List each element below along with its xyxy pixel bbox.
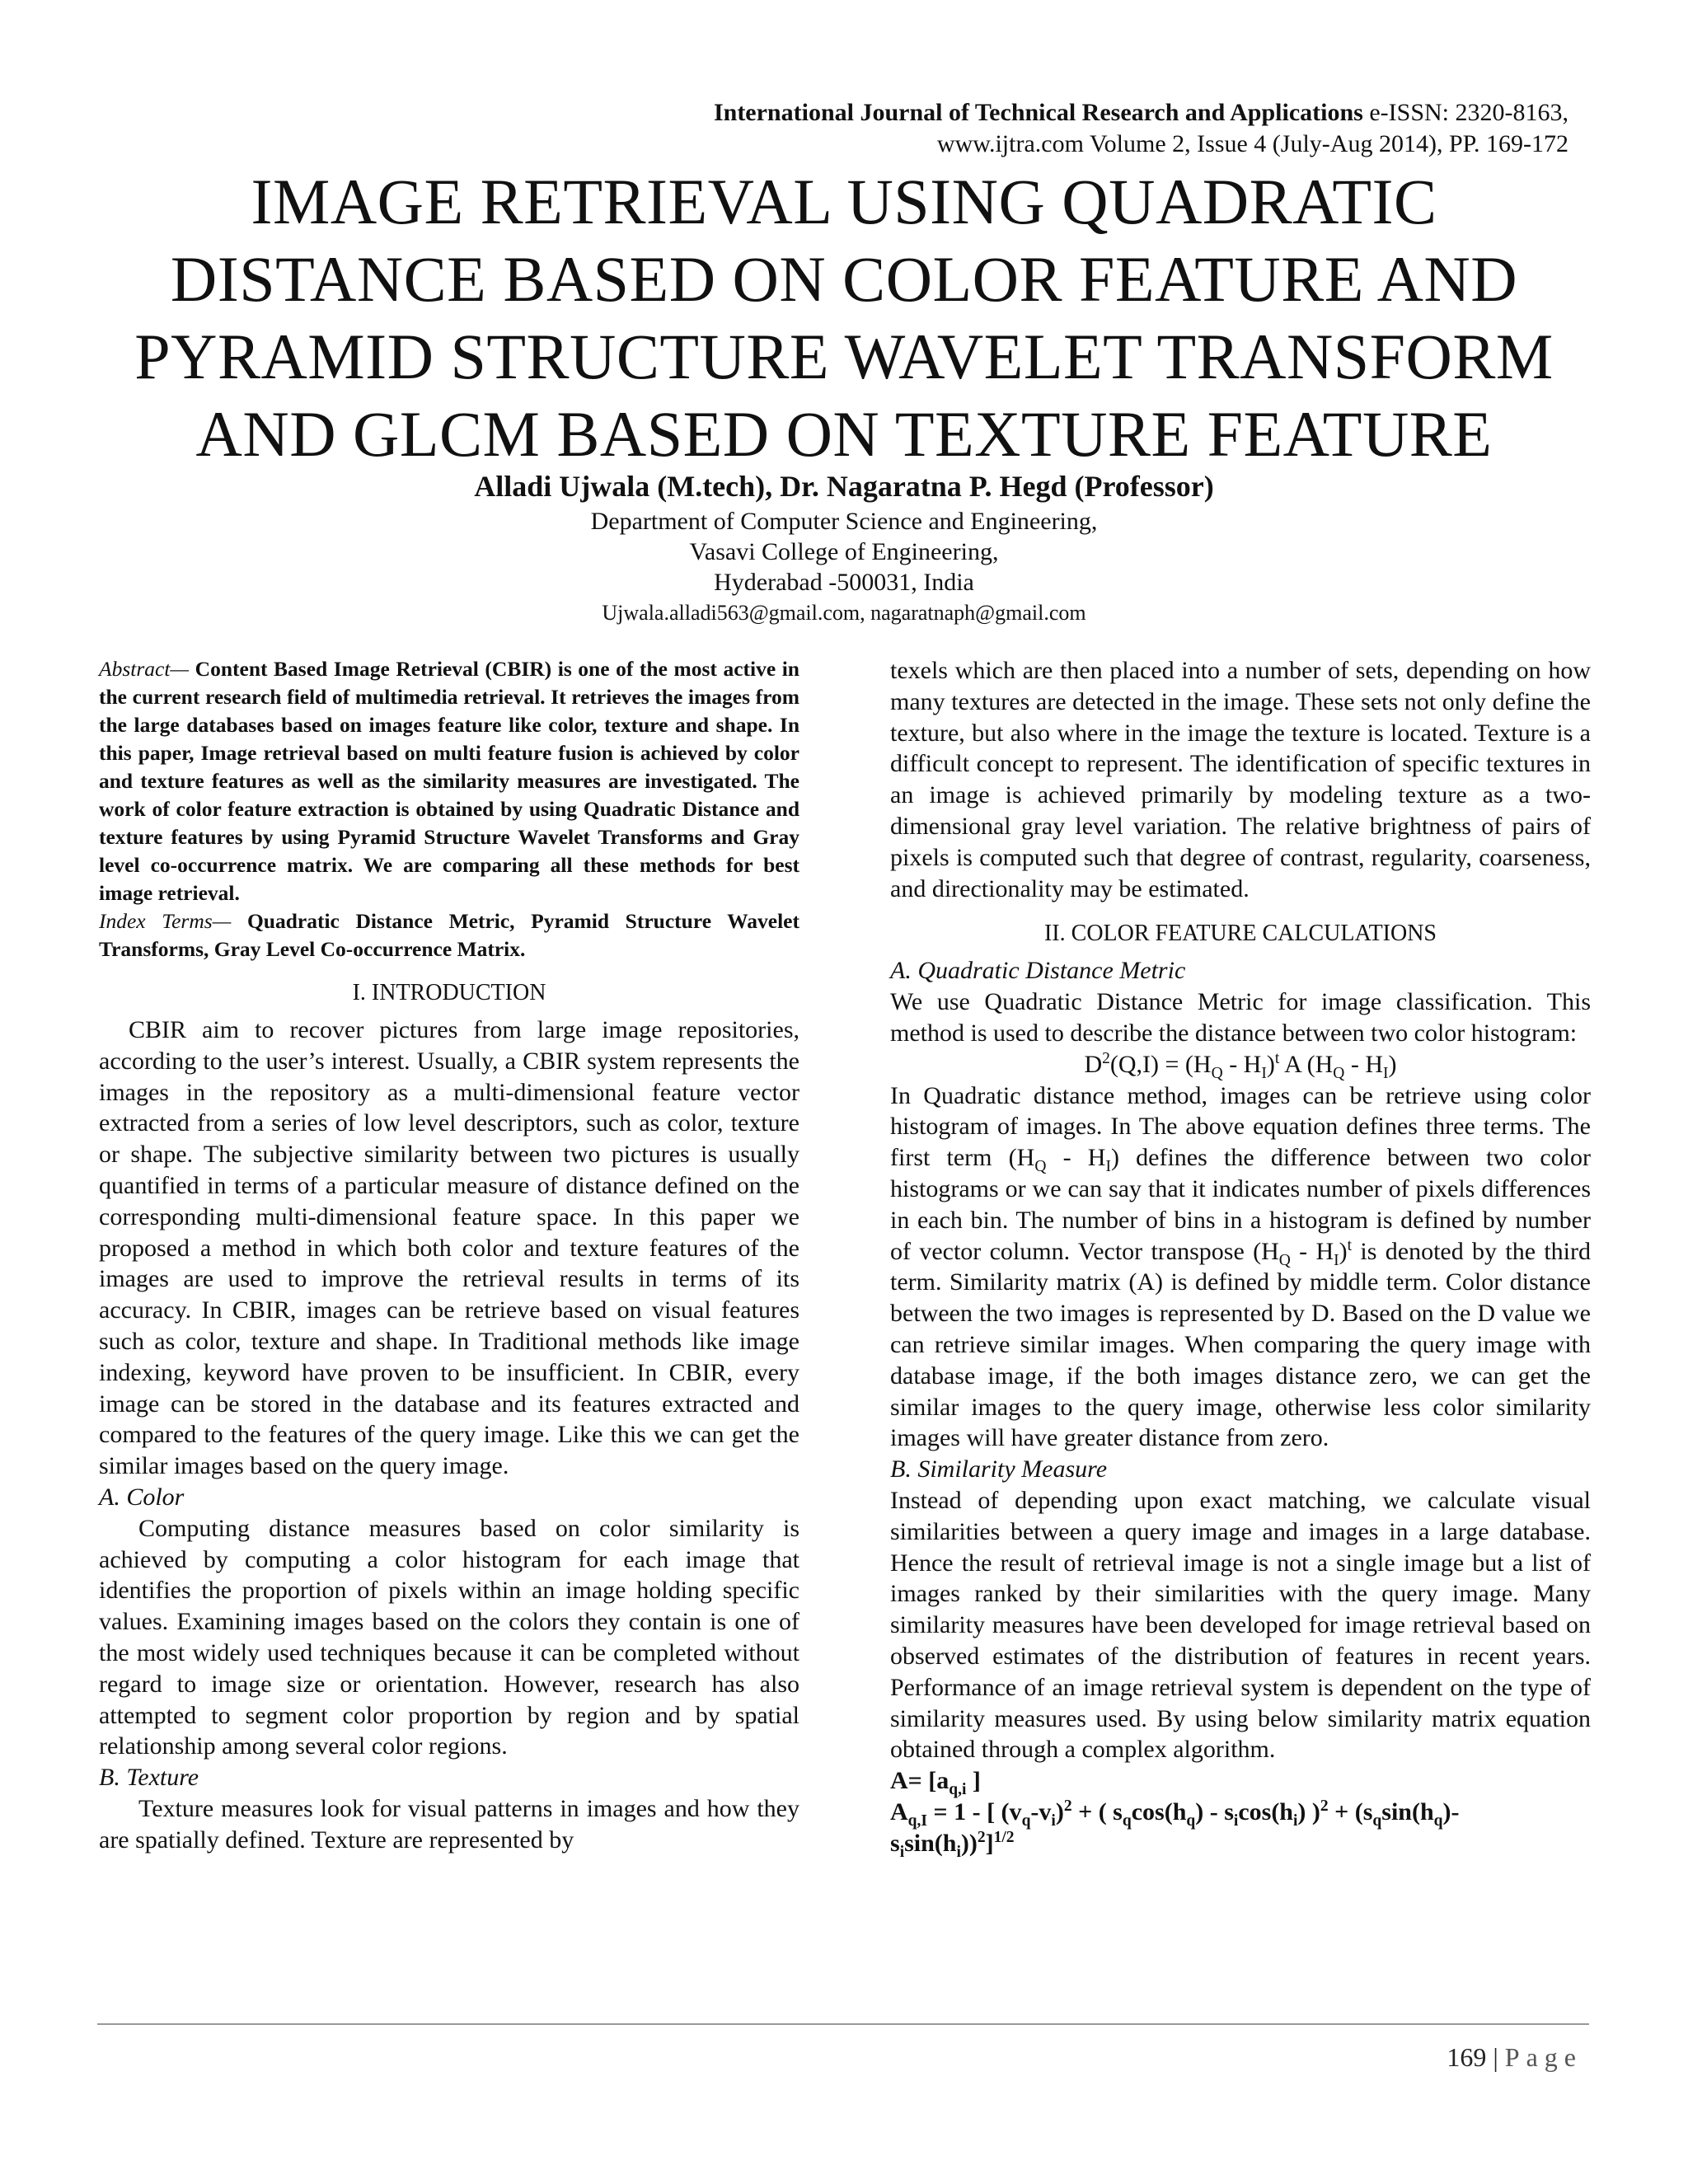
right-column (890, 655, 1592, 1861)
index-terms (99, 907, 799, 963)
abstract-label: Abstract— (99, 657, 190, 681)
author-emails: Ujwala.alladi563@gmail.com, nagaratnaph@gmail.com (602, 601, 1086, 625)
color-paragraph: Computing distance measures based on color similarity is achieved by computing a color histogram for each image that identifies the proportion of pixels within an image holding specific values. Examining images based on the colors they contain is one of the most widely used techniques because it can be completed without regard to image size or orientation. However, research has also attempted to segment color proportion by region and by spatial relationship among several color regions. (99, 1514, 799, 1760)
texels-paragraph: texels which are then placed into a number of sets, depending on how many textures are detected in the image. These sets not only define the texture, but also where in the image the texture is located. Texture is a difficult concept to represent. The identification of specific textures in an image is achieved primarily by modeling texture as a two-dimensional gray level variation. The relative brightness of pairs of pixels is computed such that degree of contrast, regularity, coarseness, and directionality may be estimated. (890, 657, 1591, 902)
journal-issue-line: www.ijtra.com Volume 2, Issue 4 (July-Aug 2014), PP. 169-172 (936, 130, 1568, 157)
title-line: PYRAMID STRUCTURE WAVELET TRANSFORM (134, 321, 1554, 392)
subsection-quadratic-distance: A. Quadratic Distance Metric (890, 957, 1186, 985)
similarity-paragraph: Instead of depending upon exact matching, we calculate visual similarities between a query image and images in a large database. Hence the result of retrieval image is not a single image but a list of images ranked by their similarities with the query image. Many similarity measures have been developed for image retrieval based on observed estimates of the distribution of features in recent years. Performance of an image retrieval system is dependent on the type of similarity measures used. By using below similarity matrix equation obtained through a complex algorithm. (890, 1486, 1591, 1764)
title-line: IMAGE RETRIEVAL USING QUADRATIC (251, 166, 1437, 237)
journal-name: International Journal of Technical Research and Applications (713, 99, 1363, 126)
paper-authors: Alladi Ujwala (M.tech), Dr. Nagaratna P. Hegd (Professor) (474, 470, 1214, 503)
left-column (99, 655, 799, 1856)
page-label: Page (1504, 2042, 1582, 2072)
title-line: DISTANCE BASED ON COLOR FEATURE AND (170, 243, 1518, 315)
index-terms-label: Index Terms— (99, 909, 232, 933)
texture-paragraph: Texture measures look for visual patterns in images and how they are spatially defined. Texture are represented by (99, 1794, 799, 1854)
intro-paragraph: CBIR aim to recover pictures from large image repositories, according to the user’s interest. Usually, a CBIR system represents the images in the repository as a multi-dimensional feature vector extracted from a series of low level descriptors, such as color, texture or shape. The subjective similarity between two pictures is usually quantified in terms of a particular measure of distance defined on the corresponding multi-dimensional feature space. In this paper we proposed a method in which both color and texture features of the images are used to improve the retrieval results in terms of its accuracy. In CBIR, images can be retrieve based on visual features such as color, texture and shape. In Traditional methods like image indexing, keyword have proven to be insufficient. In CBIR, every image can be stored in the database and its features extracted and compared to the features of the query image. Like this we can get the similar images based on the query image. (99, 1016, 799, 1480)
page-footer: 169 | Page (1447, 2042, 1582, 2072)
equation-quadratic-distance: $D^2(Q,I) = (H_Q - H_I)^t$ A $(H_Q - H_I)$ (1084, 1049, 1397, 1082)
affiliation-line: Vasavi College of Engineering, (689, 538, 999, 565)
section-heading-introduction: I. INTRODUCTION (352, 980, 546, 1005)
section-heading-color-feature: II. COLOR FEATURE CALCULATIONS (1043, 921, 1437, 947)
subsection-similarity-measure: B. Similarity Measure (890, 1455, 1108, 1483)
title-line: AND GLCM BASED ON TEXTURE FEATURE (195, 398, 1493, 470)
page-number: 169 (1447, 2042, 1487, 2072)
affiliation-line: Department of Computer Science and Engineering, (590, 508, 1098, 535)
equation-matrix-element: $A_{q,I} = 1$ - [ $(v_q-v_i)^2$ + ( $s_q\cos(h_q) - s_i\cos(h_i) )^2 + (s_q\sin(h_q)-$ $s_i\sin(h_i))^2]^{1/2}$ (890, 1797, 1460, 1861)
affiliation-line: Hyderabad -500031, India (714, 569, 974, 596)
abstract-text: Content Based Image Retrieval (CBIR) is one of the most active in the current research field of multimedia retrieval. It retrieves the images from the large databases based on images feature like color, texture and shape. In this paper, Image retrieval based on multi feature fusion is achieved by color and texture features as well as the similarity measures are investigated. The work of color feature extraction is obtained by using Quadratic Distance and texture features by using Pyramid Structure Wavelet Transforms and Gray level co-occurrence matrix. We are comparing all these methods for best image retrieval. (99, 657, 799, 905)
affiliation-block (0, 506, 1688, 629)
quadratic-paragraph: In Quadratic distance method, images can be retrieve using color histogram of images. In The above equation defines three terms. The first term $(H_Q - H_I)$ defines the difference between two color histograms or we can say that it indicates number of pixels differences in each bin. The number of bins in a histogram is defined by number of vector column. Vector transpose $(H_Q - H_I)^t$ is denoted by the third term. Similarity matrix (A) is defined by middle term. Color distance between the two images is represented by D. Based on the D value we can retrieve similar images. When comparing the query image with database image, if the both images distance zero, we can get the similar images to the query image, otherwise less color similarity images will have greater distance from zero. (890, 1081, 1592, 1452)
footer-divider (97, 2023, 1589, 2025)
quadratic-intro: We use Quadratic Distance Metric for image classification. This method is used to describe the distance between two color histogram: (890, 988, 1591, 1047)
subsection-texture: B. Texture (99, 1764, 199, 1792)
index-terms-text: Quadratic Distance Metric, Pyramid Structure Wavelet Transforms, Gray Level Co-occurrence Matrix. (99, 909, 799, 961)
abstract (99, 655, 799, 907)
subsection-color: A. Color (99, 1483, 185, 1511)
journal-issn: e-ISSN: 2320-8163, (1369, 99, 1568, 126)
paper-title (82, 163, 1606, 473)
journal-header (714, 97, 1568, 160)
equation-matrix-a: $A= [a_{q,i}$ ] (890, 1767, 981, 1799)
